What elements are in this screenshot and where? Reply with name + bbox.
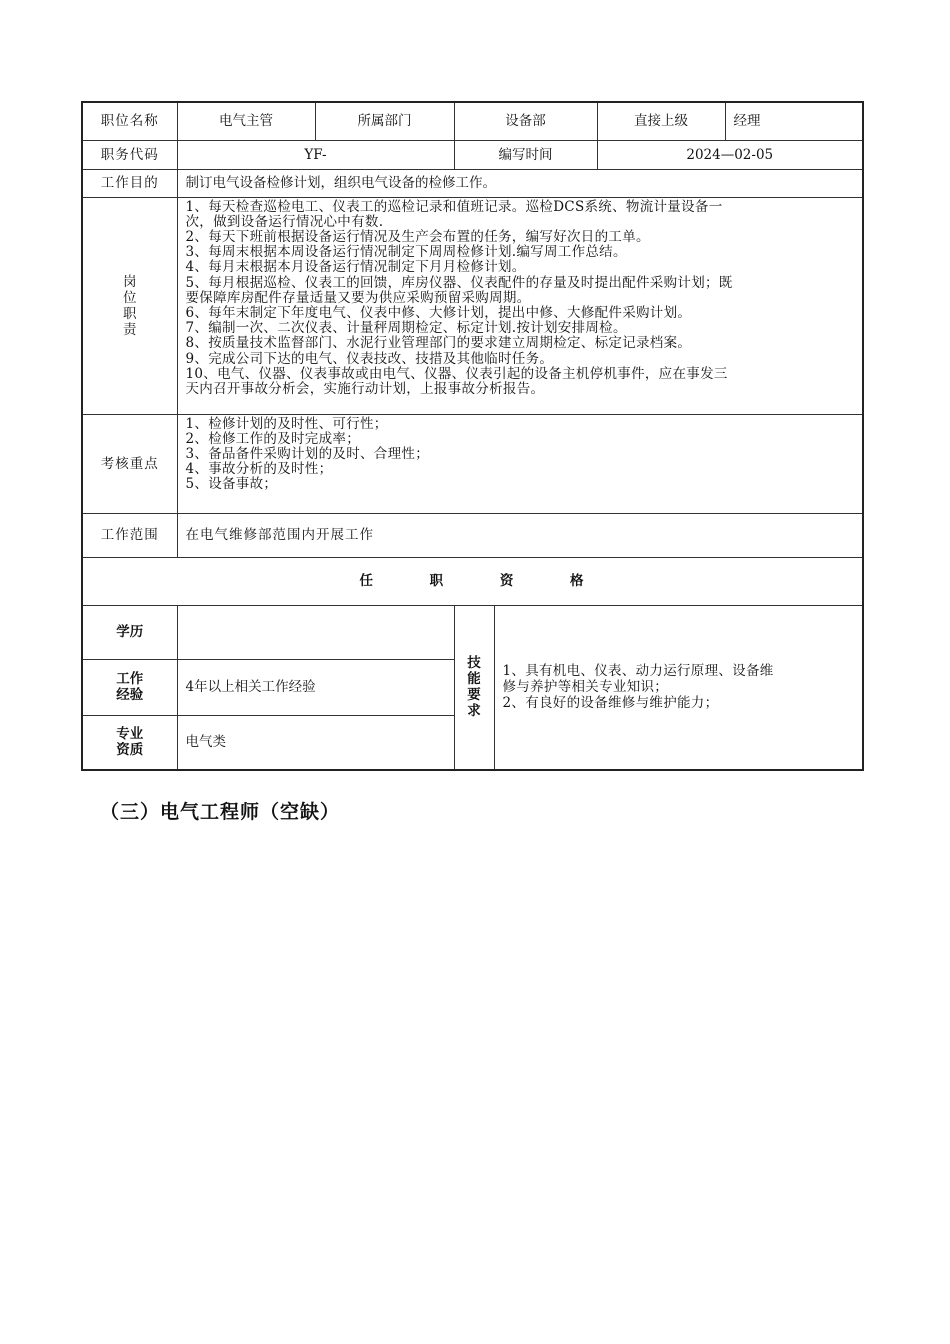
duty-line: 7、编制一次、二次仪表、计量秤周期检定、标定计划.按计划安排周检。: [185, 320, 627, 337]
experience-value: 4年以上相关工作经验: [177, 659, 454, 715]
department-label: 所属部门: [315, 102, 454, 140]
duty-line: 次，做到设备运行情况心中有数.: [185, 213, 384, 230]
duty-line: 8、按质量技术监督部门、水泥行业管理部门的要求建立周期检定、标定记录档案。: [185, 335, 692, 352]
purpose-text: 制订电气设备检修计划，组织电气设备的检修工作。: [177, 169, 863, 197]
skills-label-char: 能: [467, 671, 481, 688]
scope-row: [82, 513, 863, 557]
assessment-line: 5、设备事故；: [185, 476, 278, 493]
assessment-label: 考核重点: [82, 414, 177, 513]
skills-text: [494, 605, 863, 770]
duty-line: 1、每天检查巡检电工、仪表工的巡检记录和值班记录。巡检DCS系统、物流计量设备一: [185, 198, 723, 215]
duties-label-char: 职: [123, 305, 137, 322]
skills-line: 1、具有机电、仪表、动力运行原理、设备维: [502, 663, 774, 680]
assessment-line: 2、检修工作的及时完成率；: [185, 430, 360, 447]
education-row: [82, 605, 863, 659]
duties-label-char: 责: [123, 321, 137, 338]
position-name-label: 职位名称: [82, 102, 177, 140]
job-code-label: 职务代码: [82, 140, 177, 169]
supervisor-label: 直接上级: [597, 102, 725, 140]
scope-text: 在电气维修部范围内开展工作: [177, 513, 863, 557]
skills-line: 修与养护等相关专业知识；: [502, 679, 669, 696]
assessment-line: 3、备品备件采购计划的及时、合理性；: [185, 445, 429, 462]
skills-label: [454, 605, 494, 770]
scope-label: 工作范围: [82, 513, 177, 557]
experience-label: [82, 659, 177, 715]
qualifications-title: [82, 557, 863, 605]
duty-line: 5、每月根据巡检、仪表工的回馈，库房仪器、仪表配件的存量及时提出配件采购计划；既: [185, 274, 733, 291]
duty-line: 6、每年末制定下年度电气、仪表中修、大修计划，提出中修、大修配件采购计划。: [185, 304, 692, 321]
skills-label-char: 求: [467, 703, 481, 720]
duty-line: 3、每周末根据本周设备运行情况制定下周周检修计划.编写周工作总结。: [185, 244, 627, 261]
qualifications-title-row: [82, 557, 863, 605]
duty-line: 4、每月末根据本月设备运行情况制定下月月检修计划。: [185, 259, 526, 276]
qualifications-title-char: 职: [429, 573, 446, 589]
job-description-table: [81, 101, 864, 771]
skills-label-char: 技: [467, 655, 481, 672]
duties-row: [82, 197, 863, 414]
written-date-label: 编写时间: [454, 140, 597, 169]
experience-label-line: 工作: [116, 671, 144, 687]
position-name-value: 电气主管: [177, 102, 315, 140]
purpose-label: 工作目的: [82, 169, 177, 197]
supervisor-value: 经理: [725, 102, 863, 140]
duties-text: [177, 197, 863, 414]
qualifications-title-char: 格: [570, 573, 586, 589]
skills-label-char: 要: [467, 687, 481, 704]
assessment-row: [82, 414, 863, 513]
duty-line: 要保障库房配件存量适量又要为供应采购预留采购周期。: [185, 289, 531, 306]
certification-label: [82, 715, 177, 770]
duty-line: 2、每天下班前根据设备运行情况及生产会布置的任务，编写好次日的工单。: [185, 228, 650, 245]
experience-label-line: 经验: [116, 687, 144, 703]
job-code-value: YF-: [177, 140, 454, 169]
education-label: 学历: [82, 605, 177, 659]
assessment-text: [177, 414, 863, 513]
duty-line: 9、完成公司下达的电气、仪表技改、技措及其他临时任务。: [185, 350, 554, 367]
skills-line: 2、有良好的设备维修与维护能力；: [502, 695, 719, 712]
qualifications-title-char: 任: [359, 573, 375, 589]
certification-label-line: 专业: [116, 726, 144, 743]
department-value: 设备部: [454, 102, 597, 140]
duties-label-char: 位: [123, 289, 137, 306]
assessment-line: 4、事故分析的及时性；: [185, 461, 333, 478]
duties-label-char: 岗: [123, 273, 137, 290]
qualifications-title-char: 资: [499, 573, 516, 589]
duty-line: 天内召开事故分析会，实施行动计划，上报事故分析报告。: [185, 380, 545, 397]
duties-label: [82, 197, 177, 414]
education-value: [177, 605, 454, 659]
certification-label-line: 资质: [116, 742, 144, 759]
written-date-value: 2024—02-05: [597, 140, 863, 169]
duty-line: 10、电气、仪器、仪表事故或由电气、仪器、仪表引起的设备主机停机事件，应在事发三: [185, 365, 728, 382]
next-section-heading: （三）电气工程师（空缺）: [100, 801, 341, 823]
certification-value: 电气类: [177, 715, 454, 770]
purpose-row: [82, 169, 863, 197]
assessment-line: 1、检修计划的及时性、可行性；: [185, 415, 388, 432]
header-row-1: [82, 102, 863, 140]
header-row-2: [82, 140, 863, 169]
